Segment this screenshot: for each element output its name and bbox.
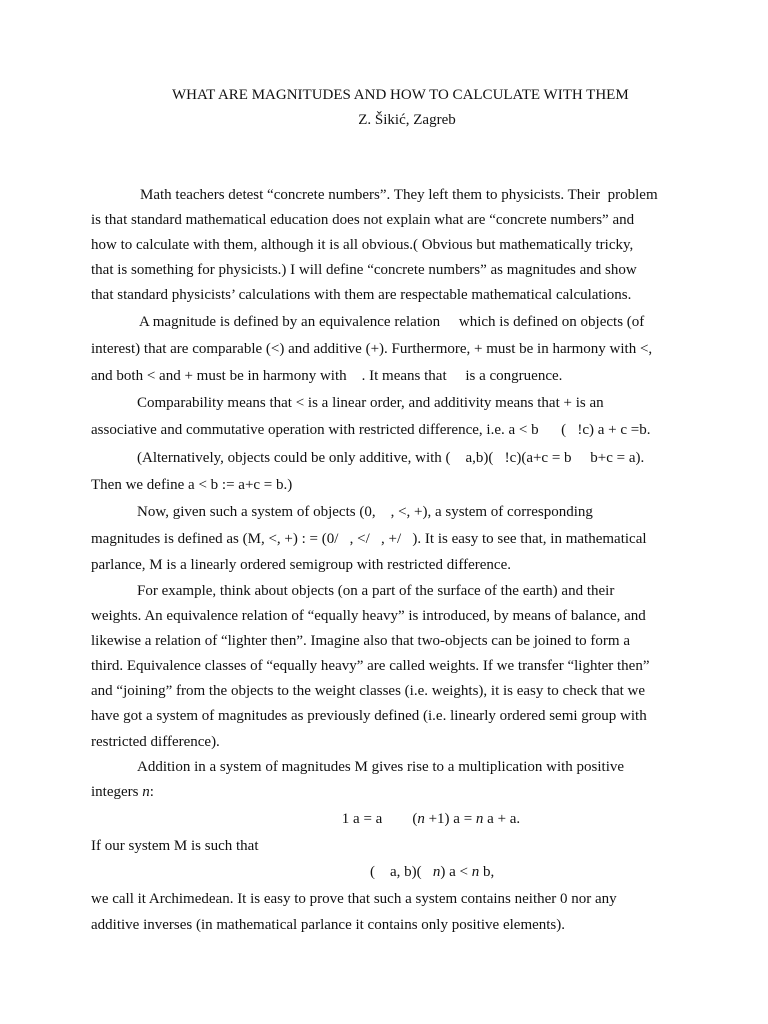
paragraph-line: interest) that are comparable (<) and additive (+). Furthermore, + must be in harmony with <, — [91, 341, 653, 357]
paragraph-line: A magnitude is defined by an equivalence relation which is defined on objects (of — [139, 314, 645, 330]
paragraph-line: likewise a relation of “lighter then”. Imagine also that two-objects can be joined to form a — [91, 633, 630, 649]
paper-title: WHAT ARE MAGNITUDES AND HOW TO CALCULATE WITH THEM — [172, 87, 629, 103]
formula-archimedean — [370, 863, 494, 881]
paragraph-line: is that standard mathematical education does not explain what are “concrete numbers” and — [91, 212, 635, 228]
paragraph-line: parlance, M is a linearly ordered semigroup with restricted difference. — [91, 557, 511, 573]
formula-part: ) a < — [440, 864, 472, 880]
paragraph-line: have got a system of magnitudes as previously defined (i.e. linearly ordered semi group with — [91, 708, 647, 724]
paragraph-line: additive inverses (in mathematical parlance it contains only positive elements). — [91, 917, 566, 933]
paragraph-line: For example, think about objects (on a part of the surface of the earth) and their — [137, 583, 615, 599]
italic-variable: n — [142, 784, 150, 800]
paragraph-line: third. Equivalence classes of “equally heavy” are called weights. If we transfer “lighter then” — [91, 658, 650, 674]
paragraph-line: (Alternatively, objects could be only additive, with ( a,b)( !c)(a+c = b b+c = a). — [137, 450, 645, 466]
formula-part: b, — [479, 864, 495, 880]
paragraph-line: Now, given such a system of objects (0, , <, +), a system of corresponding — [137, 504, 593, 520]
formula-part: a + a. — [483, 811, 521, 827]
formula-multiplication — [0, 810, 768, 828]
paragraph-line: If our system M is such that — [91, 838, 259, 854]
paragraph-line: Math teachers detest “concrete numbers”. They left them to physicists. Their problem — [140, 187, 658, 203]
italic-variable: n — [471, 864, 480, 880]
formula-part: +1) a = — [424, 811, 476, 827]
italic-variable: n — [475, 811, 484, 827]
paragraph-line: that standard physicists’ calculations with them are respectable mathematical calculations. — [91, 287, 632, 303]
paragraph-line: Then we define a < b := a+c = b.) — [91, 477, 293, 493]
paragraph-line: and both < and + must be in harmony with . It means that is a congruence. — [91, 368, 563, 384]
italic-variable: n — [432, 864, 441, 880]
formula-part: 1 a = a ( — [341, 811, 418, 827]
line-text: integers — [91, 784, 143, 800]
paragraph-line — [91, 783, 154, 801]
paragraph-line: associative and commutative operation with restricted difference, i.e. a < b ( !c) a + c =b. — [91, 422, 651, 438]
paragraph-line: restricted difference). — [91, 734, 220, 750]
formula-part: ( a, b)( — [370, 864, 433, 880]
paragraph-line: weights. An equivalence relation of “equally heavy” is introduced, by means of balance, and — [91, 608, 646, 624]
paragraph-line: Comparability means that < is a linear order, and additivity means that + is an — [137, 395, 604, 411]
paragraph-line: we call it Archimedean. It is easy to prove that such a system contains neither 0 nor any — [91, 891, 617, 907]
paragraph-line: and “joining” from the objects to the weight classes (i.e. weights), it is easy to check that we — [91, 683, 646, 699]
line-text: : — [149, 784, 154, 800]
paragraph-line: Addition in a system of magnitudes M gives rise to a multiplication with positive — [137, 759, 625, 775]
paragraph-line: that is something for physicists.) I will define “concrete numbers” as magnitudes and show — [91, 262, 637, 278]
paragraph-line: magnitudes is defined as (M, <, +) : = (0/ , </ , +/ ). It is easy to see that, in mathematical — [91, 531, 647, 547]
paper-author: Z. Šikić, Zagreb — [358, 112, 456, 128]
paragraph-line: how to calculate with them, although it is all obvious.( Obvious but mathematically tricky, — [91, 237, 634, 253]
italic-variable: n — [417, 811, 425, 827]
